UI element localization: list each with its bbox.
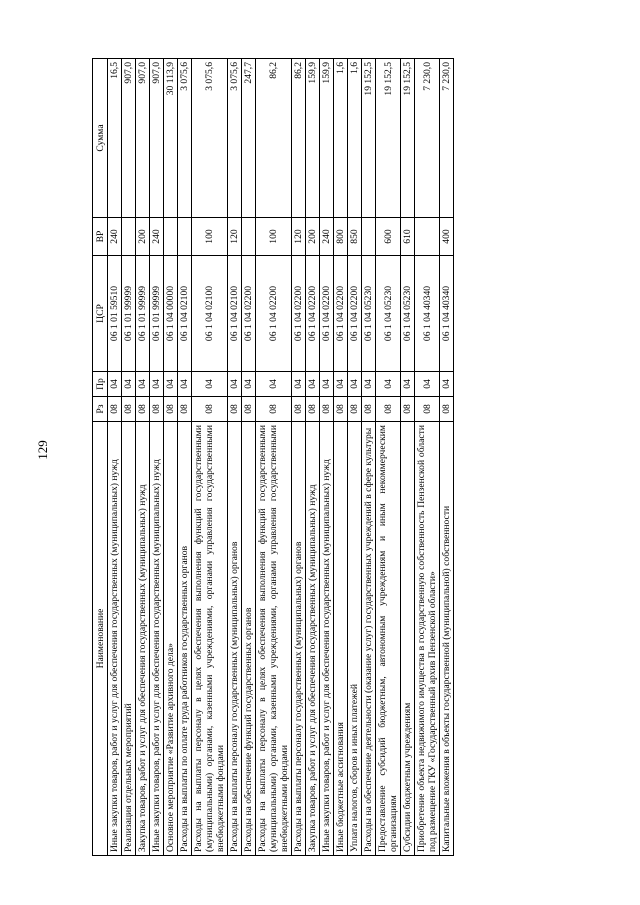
cell-csr: 06 1 04 05230 — [376, 256, 401, 372]
table-row — [292, 59, 306, 856]
header-pr: Пр — [93, 372, 108, 397]
table-body — [108, 59, 454, 856]
cell-pr: 04 — [164, 372, 178, 397]
cell-sum: 19 152,5 — [401, 59, 415, 218]
cell-csr: 06 1 04 02100 — [192, 256, 228, 372]
cell-sum: 247,7 — [242, 59, 256, 218]
cell-vr: 850 — [348, 218, 362, 256]
cell-rz: 08 — [164, 397, 178, 422]
cell-rz: 08 — [178, 397, 192, 422]
cell-pr: 04 — [228, 372, 242, 397]
cell-pr: 04 — [192, 372, 228, 397]
cell-rz: 08 — [376, 397, 401, 422]
cell-csr: 06 1 01 59510 — [108, 256, 122, 372]
cell-csr: 06 1 04 00000 — [164, 256, 178, 372]
cell-pr: 04 — [292, 372, 306, 397]
cell-name: Закупка товаров, работ и услуг для обеспечения государственных (муниципальных) нужд — [306, 422, 320, 856]
cell-name: Расходы на выплаты персоналу в целях обеспечения выполнения функций государственными (муниципальными) органами, казенными учреждениями, органами управления государственными внебюджетными фондами — [192, 422, 228, 856]
cell-sum: 7 230,0 — [415, 59, 440, 218]
cell-pr: 04 — [376, 372, 401, 397]
cell-sum: 86,2 — [256, 59, 292, 218]
cell-vr — [122, 218, 136, 256]
cell-csr: 06 1 04 02100 — [178, 256, 192, 372]
cell-sum: 19 152,5 — [376, 59, 401, 218]
cell-name: Уплата налогов, сборов и иных платежей — [348, 422, 362, 856]
cell-rz: 08 — [192, 397, 228, 422]
table-row — [362, 59, 376, 856]
cell-pr: 04 — [362, 372, 376, 397]
page-number: 129 — [35, 440, 50, 460]
cell-pr: 04 — [334, 372, 348, 397]
cell-csr: 06 1 04 40340 — [440, 256, 454, 372]
table-row — [108, 59, 122, 856]
cell-name: Иные закупки товаров, работ и услуг для обеспечения государственных (муниципальных) нужд — [150, 422, 164, 856]
cell-pr: 04 — [440, 372, 454, 397]
cell-pr: 04 — [348, 372, 362, 397]
cell-name: Предоставление субсидий бюджетным, автономным учреждениям и иным некоммерческим организациям — [376, 422, 401, 856]
cell-name: Реализация отдельных мероприятий — [122, 422, 136, 856]
table-row — [348, 59, 362, 856]
header-sum: Сумма — [93, 59, 108, 218]
cell-pr: 04 — [242, 372, 256, 397]
rotated-table-container — [92, 59, 568, 856]
cell-rz: 08 — [348, 397, 362, 422]
cell-name: Расходы на выплаты персоналу в целях обеспечения выполнения функций государственными (муниципальными) органами, казенными учреждениями, органами управления государственными внебюджетными фондами — [256, 422, 292, 856]
cell-rz: 08 — [362, 397, 376, 422]
table-row — [320, 59, 334, 856]
table-row — [164, 59, 178, 856]
cell-sum: 86,2 — [292, 59, 306, 218]
cell-csr: 06 1 04 02200 — [256, 256, 292, 372]
table-row — [334, 59, 348, 856]
cell-name: Расходы на выплаты персоналу государственных (муниципальных) органов — [292, 422, 306, 856]
cell-name: Расходы на выплаты по оплате труда работников государственных органов — [178, 422, 192, 856]
cell-rz: 08 — [415, 397, 440, 422]
table-row — [228, 59, 242, 856]
cell-csr: 06 1 04 02200 — [320, 256, 334, 372]
table-row — [401, 59, 415, 856]
table-row — [150, 59, 164, 856]
cell-sum: 907,0 — [150, 59, 164, 218]
cell-name: Расходы на обеспечение функций государственных органов — [242, 422, 256, 856]
cell-pr: 04 — [320, 372, 334, 397]
cell-rz: 08 — [242, 397, 256, 422]
cell-csr: 06 1 01 99999 — [150, 256, 164, 372]
cell-csr: 06 1 04 02200 — [306, 256, 320, 372]
header-rz: Рз — [93, 397, 108, 422]
cell-sum: 30 113,9 — [164, 59, 178, 218]
cell-name: Приобретение объекта недвижимого имущества в государственную собственность Пензенской области под размещение ГКУ «Государственный архив Пензенской области» — [415, 422, 440, 856]
cell-name: Расходы на обеспечение деятельности (оказание услуг) государственных учреждений в сфере культуры — [362, 422, 376, 856]
cell-sum: 19 152,5 — [362, 59, 376, 218]
table-row — [306, 59, 320, 856]
table-row — [415, 59, 440, 856]
cell-sum: 1,6 — [334, 59, 348, 218]
cell-rz: 08 — [292, 397, 306, 422]
cell-sum: 3 075,6 — [228, 59, 242, 218]
cell-pr: 04 — [306, 372, 320, 397]
cell-sum: 16,5 — [108, 59, 122, 218]
cell-csr: 06 1 04 02100 — [228, 256, 242, 372]
cell-vr: 610 — [401, 218, 415, 256]
cell-vr: 120 — [292, 218, 306, 256]
table-row — [440, 59, 454, 856]
cell-csr: 06 1 04 02200 — [334, 256, 348, 372]
cell-rz: 08 — [108, 397, 122, 422]
table-header-row — [93, 59, 108, 856]
cell-rz: 08 — [228, 397, 242, 422]
cell-name: Иные закупки товаров, работ и услуг для обеспечения государственных (муниципальных) нужд — [320, 422, 334, 856]
cell-vr: 100 — [256, 218, 292, 256]
budget-table — [92, 58, 454, 856]
cell-pr: 04 — [108, 372, 122, 397]
cell-pr: 04 — [136, 372, 150, 397]
cell-rz: 08 — [401, 397, 415, 422]
cell-vr — [242, 218, 256, 256]
cell-sum: 7 230,0 — [440, 59, 454, 218]
cell-name: Иные закупки товаров, работ и услуг для обеспечения государственных (муниципальных) нужд — [108, 422, 122, 856]
cell-pr: 04 — [401, 372, 415, 397]
cell-vr: 200 — [136, 218, 150, 256]
cell-vr: 400 — [440, 218, 454, 256]
cell-rz: 08 — [320, 397, 334, 422]
cell-sum: 1,6 — [348, 59, 362, 218]
cell-sum: 159,9 — [306, 59, 320, 218]
cell-rz: 08 — [334, 397, 348, 422]
header-csr: ЦСР — [93, 256, 108, 372]
table-row — [256, 59, 292, 856]
cell-vr — [362, 218, 376, 256]
cell-pr: 04 — [178, 372, 192, 397]
cell-pr: 04 — [415, 372, 440, 397]
cell-sum: 3 075,6 — [178, 59, 192, 218]
table-row — [376, 59, 401, 856]
cell-rz: 08 — [136, 397, 150, 422]
cell-sum: 907,0 — [122, 59, 136, 218]
header-vr: ВР — [93, 218, 108, 256]
cell-pr: 04 — [122, 372, 136, 397]
cell-name: Закупка товаров, работ и услуг для обеспечения государственных (муниципальных) нужд — [136, 422, 150, 856]
cell-csr: 06 1 04 02200 — [292, 256, 306, 372]
cell-vr: 200 — [306, 218, 320, 256]
cell-name: Субсидии бюджетным учреждениям — [401, 422, 415, 856]
cell-pr: 04 — [256, 372, 292, 397]
table-row — [242, 59, 256, 856]
cell-vr — [415, 218, 440, 256]
cell-rz: 08 — [256, 397, 292, 422]
cell-csr: 06 1 04 02200 — [242, 256, 256, 372]
cell-vr: 240 — [150, 218, 164, 256]
cell-vr: 240 — [320, 218, 334, 256]
cell-csr: 06 1 01 99999 — [136, 256, 150, 372]
cell-vr — [178, 218, 192, 256]
cell-rz: 08 — [122, 397, 136, 422]
cell-rz: 08 — [440, 397, 454, 422]
cell-vr: 240 — [108, 218, 122, 256]
table-row — [122, 59, 136, 856]
cell-csr: 06 1 04 05230 — [401, 256, 415, 372]
table-row — [178, 59, 192, 856]
cell-vr: 100 — [192, 218, 228, 256]
table-row — [136, 59, 150, 856]
cell-pr: 04 — [150, 372, 164, 397]
cell-vr: 800 — [334, 218, 348, 256]
cell-name: Капитальные вложения в объекты государственной (муниципальной) собственности — [440, 422, 454, 856]
cell-sum: 907,0 — [136, 59, 150, 218]
table-row — [192, 59, 228, 856]
cell-vr: 120 — [228, 218, 242, 256]
cell-name: Основное мероприятие «Развитие архивного дела» — [164, 422, 178, 856]
cell-csr: 06 1 01 99999 — [122, 256, 136, 372]
cell-rz: 08 — [150, 397, 164, 422]
cell-vr — [164, 218, 178, 256]
cell-sum: 3 075,6 — [192, 59, 228, 218]
cell-csr: 06 1 04 40340 — [415, 256, 440, 372]
cell-csr: 06 1 04 05230 — [362, 256, 376, 372]
cell-name: Расходы на выплаты персоналу государственных (муниципальных) органов — [228, 422, 242, 856]
header-name: Наименование — [93, 422, 108, 856]
cell-sum: 159,9 — [320, 59, 334, 218]
cell-vr: 600 — [376, 218, 401, 256]
cell-name: Иные бюджетные ассигнования — [334, 422, 348, 856]
cell-rz: 08 — [306, 397, 320, 422]
cell-csr: 06 1 04 02200 — [348, 256, 362, 372]
